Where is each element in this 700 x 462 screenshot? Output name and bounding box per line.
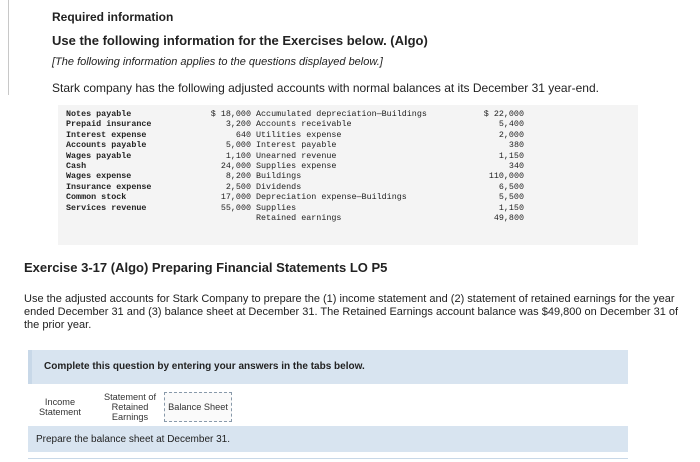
account-amount: 8,200 bbox=[225, 171, 251, 182]
exercise-instructions: Use the adjusted accounts for Stark Company to prepare the (1) income statement and (2) statement of retained earnings for the year ended December 31 and (3) balance sheet at December 31. The Retained Earnings account balance was $49,800 on December 31 of the prior year. bbox=[24, 293, 679, 331]
account-name: Prepaid insurance bbox=[66, 119, 152, 130]
right-account-names bbox=[256, 109, 427, 223]
account-name: Retained earnings bbox=[256, 212, 342, 223]
complete-question-banner bbox=[28, 350, 628, 384]
applies-note: [The following information applies to the questions displayed below.] bbox=[52, 56, 383, 68]
account-amount: 640 bbox=[235, 129, 251, 140]
account-name: Interest payable bbox=[256, 140, 337, 151]
account-name: Accumulated depreciation—Buildings bbox=[256, 109, 427, 119]
account-name: Interest expense bbox=[66, 129, 147, 140]
account-amount: $ 22,000 bbox=[483, 109, 524, 119]
left-margin-rule bbox=[0, 0, 9, 95]
account-amount: $ 18,000 bbox=[210, 109, 251, 119]
left-account-names bbox=[66, 109, 151, 213]
adjusted-accounts-table bbox=[58, 105, 638, 245]
account-amount: 1,150 bbox=[498, 202, 524, 213]
statement-tabs bbox=[28, 388, 628, 426]
tab-statement-of-retained-earnings[interactable]: Statement of Retained Earnings bbox=[103, 392, 157, 422]
account-amount: 380 bbox=[508, 140, 524, 151]
account-name: Services revenue bbox=[66, 202, 147, 213]
account-name: Depreciation expense—Buildings bbox=[256, 192, 407, 203]
right-account-amounts bbox=[478, 109, 524, 223]
account-name: Notes payable bbox=[66, 109, 132, 119]
account-name: Accounts receivable bbox=[256, 119, 352, 130]
account-amount: 49,800 bbox=[493, 212, 524, 223]
account-name: Common stock bbox=[66, 192, 127, 203]
account-amount: 55,000 bbox=[220, 202, 251, 213]
account-name: Buildings bbox=[256, 171, 302, 182]
account-name: Accounts payable bbox=[66, 140, 147, 151]
account-amount: 340 bbox=[508, 160, 524, 171]
account-amount: 5,000 bbox=[225, 140, 251, 151]
account-amount: 17,000 bbox=[220, 192, 251, 203]
bottom-divider bbox=[28, 458, 628, 459]
tab-prompt-bar bbox=[28, 426, 628, 452]
account-amount: 6,500 bbox=[498, 181, 524, 192]
account-amount: 1,100 bbox=[225, 150, 251, 161]
account-name: Utilities expense bbox=[256, 129, 342, 140]
account-amount: 5,400 bbox=[498, 119, 524, 130]
account-amount: 1,150 bbox=[498, 150, 524, 161]
account-amount: 24,000 bbox=[220, 160, 251, 171]
complete-question-text: Complete this question by entering your answers in the tabs below. bbox=[44, 361, 365, 372]
account-amount: 3,200 bbox=[225, 119, 251, 130]
account-name: Insurance expense bbox=[66, 181, 152, 192]
left-account-amounts bbox=[203, 109, 251, 213]
account-amount: 2,500 bbox=[225, 181, 251, 192]
required-info-heading: Required information bbox=[52, 10, 174, 24]
tab-prompt-text: Prepare the balance sheet at December 31. bbox=[36, 434, 231, 445]
account-name: Supplies expense bbox=[256, 160, 337, 171]
tab-income-statement[interactable]: Income Statement bbox=[39, 397, 81, 417]
account-name: Supplies bbox=[256, 202, 297, 213]
account-amount: 110,000 bbox=[488, 171, 524, 182]
account-name: Unearned revenue bbox=[256, 150, 337, 161]
account-name: Dividends bbox=[256, 181, 302, 192]
exercise-title: Exercise 3-17 (Algo) Preparing Financial Statements LO P5 bbox=[24, 260, 388, 275]
tab-balance-sheet[interactable]: Balance Sheet bbox=[164, 392, 232, 422]
account-name: Wages payable bbox=[66, 150, 132, 161]
account-amount: 5,500 bbox=[498, 192, 524, 203]
account-name: Cash bbox=[66, 160, 87, 171]
use-following-heading: Use the following information for the Exercises below. (Algo) bbox=[52, 33, 428, 48]
intro-text: Stark company has the following adjusted accounts with normal balances at its December 31 year-end. bbox=[52, 81, 599, 95]
account-name: Wages expense bbox=[66, 171, 132, 182]
account-amount: 2,000 bbox=[498, 129, 524, 140]
